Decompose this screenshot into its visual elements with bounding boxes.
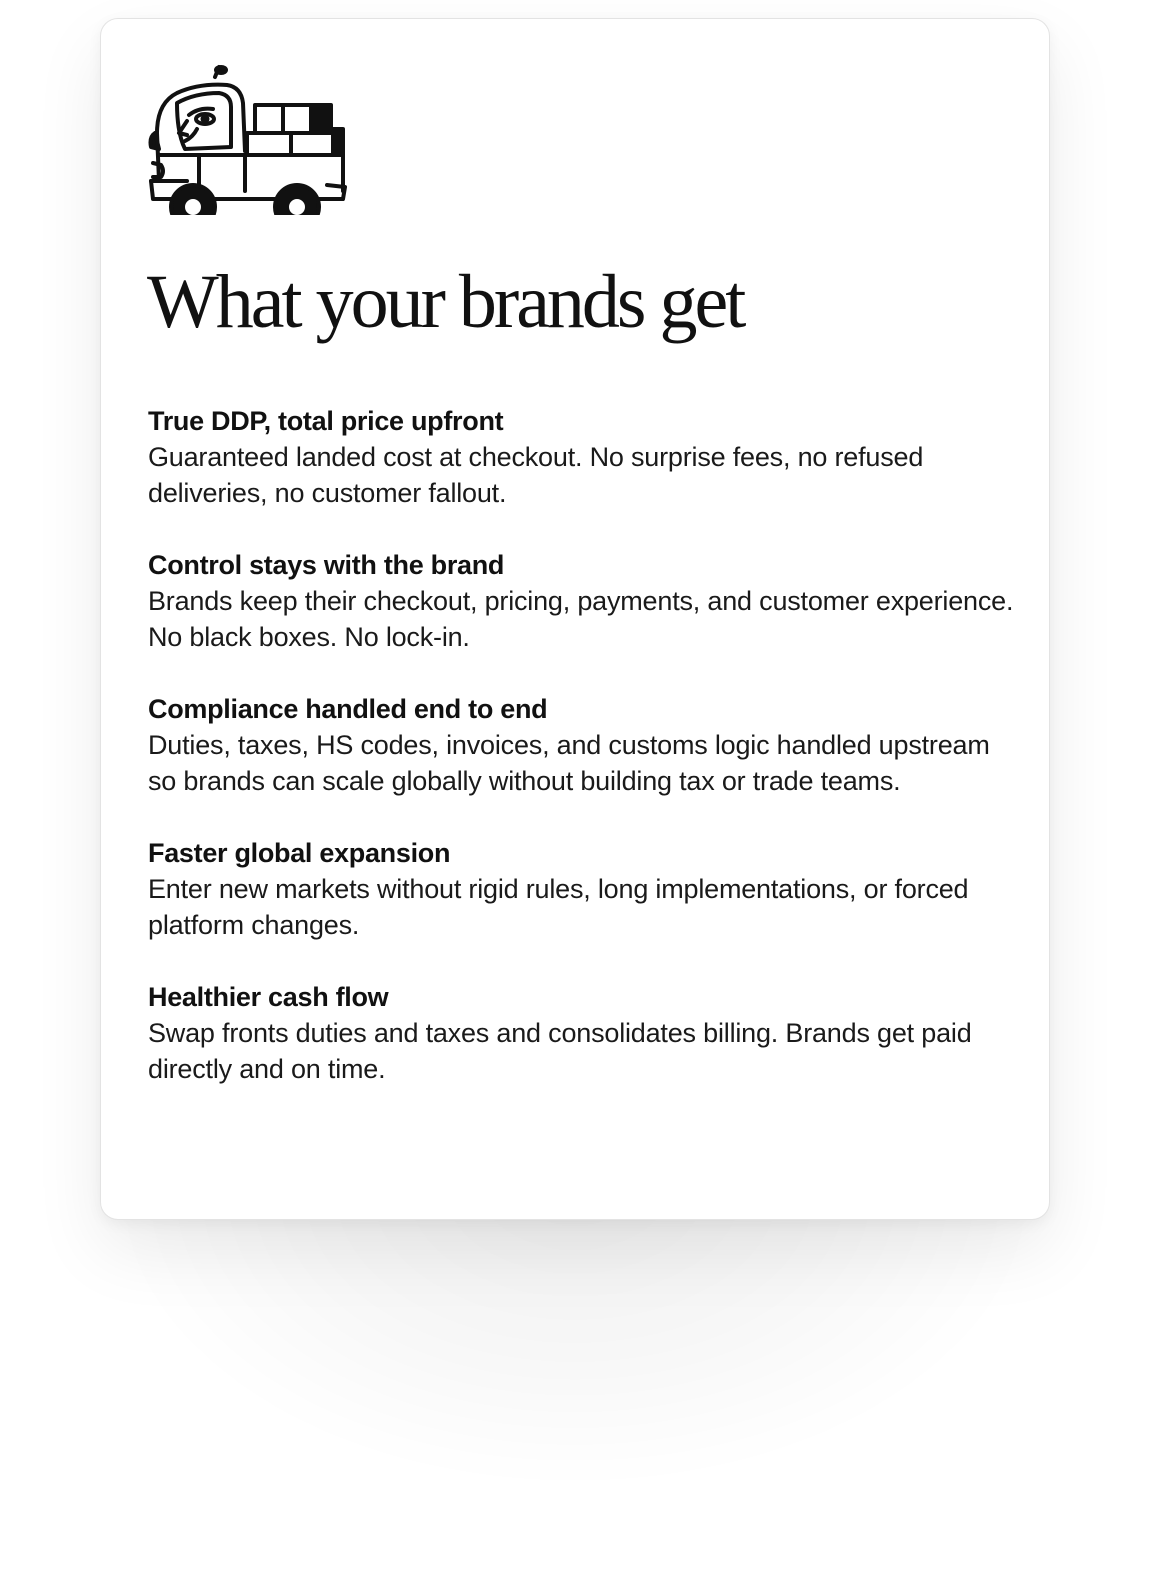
feature-item — [148, 547, 1018, 655]
delivery-truck-icon — [147, 63, 349, 215]
feature-title: Faster global expansion — [148, 838, 451, 868]
benefits-card — [100, 18, 1050, 1220]
feature-description: Duties, taxes, HS codes, invoices, and customs logic handled upstream so brands can scale globally without building tax or trade teams. — [148, 730, 990, 796]
feature-title: Control stays with the brand — [148, 550, 505, 580]
feature-description: Brands keep their checkout, pricing, payments, and customer experience. No black boxes. No lock-in. — [148, 586, 1014, 652]
feature-item — [148, 835, 1018, 943]
card-title: What your brands get — [147, 260, 744, 344]
feature-description: Swap fronts duties and taxes and consolidates billing. Brands get paid directly and on time. — [148, 1018, 972, 1084]
feature-item — [148, 979, 1018, 1087]
feature-description: Enter new markets without rigid rules, long implementations, or forced platform changes. — [148, 874, 969, 940]
feature-title: Healthier cash flow — [148, 982, 389, 1012]
feature-item — [148, 403, 1018, 511]
feature-title: Compliance handled end to end — [148, 694, 548, 724]
feature-item — [148, 691, 1018, 799]
feature-description: Guaranteed landed cost at checkout. No surprise fees, no refused deliveries, no customer fallout. — [148, 442, 924, 508]
feature-title: True DDP, total price upfront — [148, 406, 504, 436]
feature-list — [148, 403, 1018, 1123]
